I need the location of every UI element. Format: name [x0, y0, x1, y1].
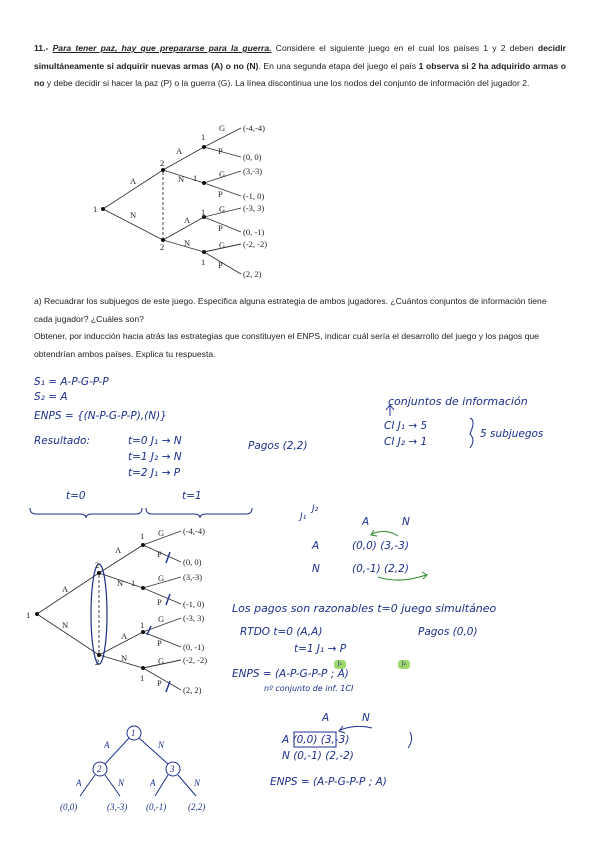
note-t1-label: t=1 [182, 490, 202, 502]
tree-action-N-3: N [184, 238, 191, 248]
tree-action-N-2: N [178, 174, 185, 184]
tree2-player-1-n2: 1 [131, 578, 136, 588]
small-tree-node-3: 3 [170, 764, 175, 774]
tree2-payoff-3: (3,-3) [183, 572, 203, 582]
tree2-action-P-1: P [157, 549, 162, 559]
note-conjunto: nº conjunto de inf. 1CI [264, 684, 354, 693]
question-b: Obtener, por inducción hacia atrás las estrategias que constituyen el ENPS, indicar cuál sería el desarrollo del juego y los pagos que obtendrían ambos países. Explica tu respuesta. [34, 331, 539, 359]
note-s1: S₁ = A-P-G-P-P [34, 376, 109, 388]
note-subjuegos: 5 subjuegos [480, 428, 544, 440]
tree-player-1-n2: 1 [193, 173, 198, 183]
tree2-payoff-8: (2, 2) [183, 685, 202, 695]
tree-payoff-7: (-2, -2) [243, 239, 268, 249]
tree2-action-A-1: A [62, 584, 69, 594]
note-ci-2: CI J₂ → 1 [384, 436, 428, 448]
note-matrix2-col-A: A [322, 712, 330, 724]
note-matrix2-row-2: N (0,-1) (2,-2) [282, 750, 354, 762]
small-tree-A-2: A [76, 778, 82, 788]
note-matrix-row-2: (0,-1) (2,2) [352, 563, 409, 575]
small-tree-node-2: 2 [97, 764, 102, 774]
note-matrix-col-N: N [402, 516, 410, 528]
tree2-action-G-1: G [158, 528, 165, 538]
tree2-payoff-2: (0, 0) [183, 557, 202, 567]
tree-action-P-3: P [218, 223, 223, 233]
small-tree-payoff-3: (0,-1) [146, 802, 167, 812]
question-a: a) Recuadrar los subjuegos de este juego. Especifica alguna estrategia de ambos jugadores. ¿Cuántos conjuntos de información tiene cada jugador? ¿Cuáles son? [34, 296, 547, 324]
problem-bold-2: 1 observa si 2 ha adquirido armas o no [34, 60, 566, 88]
note-enps-2: ENPS = (A-P-G-P-P ; A) [232, 668, 349, 680]
note-r2: t=2 J₁ → P [128, 467, 181, 479]
tree2-action-N-1: N [62, 620, 69, 630]
note-matrix2-row-1: A (0,0) (3,-3) [282, 734, 350, 746]
note-matrix-j1: J₁ [300, 512, 307, 522]
small-tree-payoff-4: (2,2) [188, 802, 206, 812]
problem-bold-1: decidir simultáneamente si adquirir nuevas armas (A) o no (N) [34, 43, 567, 71]
note-enps-1: ENPS = {(N-P-G-P-P),(N)} [34, 410, 167, 422]
note-ci-1: CI J₁ → 5 [384, 420, 428, 432]
note-resultado: Resultado: [34, 435, 90, 447]
small-tree-payoff-2: (3,-3) [107, 802, 128, 812]
tree2-action-A-2: A [115, 545, 122, 555]
note-t1-p: t=1 J₁ → P [294, 643, 347, 655]
tree-action-P-1: P [218, 146, 223, 156]
note-r0: t=0 J₁ → N [128, 435, 182, 447]
tree-payoff-5: (-3, 3) [243, 203, 265, 213]
tree2-player-1-n4: 1 [140, 673, 145, 683]
small-tree-node-1: 1 [131, 728, 136, 738]
tree2-payoff-7: (-2, -2) [183, 655, 208, 665]
note-matrix-j2: J₂ [312, 504, 319, 514]
tree-action-G-4: G [219, 240, 226, 250]
tree2-player-1-root: 1 [26, 610, 31, 620]
tree-payoff-2: (0, 0) [243, 152, 262, 162]
problem-text-2: . En una segunda etapa del juego el país [258, 60, 419, 71]
note-conjuntos-title: conjuntos de información [388, 395, 528, 408]
tree2-action-G-4: G [158, 656, 165, 666]
note-pagos-2: Pagos (0,0) [418, 626, 478, 638]
note-rtdo: RTDO t=0 (A,A) [240, 626, 323, 638]
note-r1: t=1 J₂ → N [128, 451, 182, 463]
small-tree-N-2: N [118, 778, 125, 788]
problem-title: Para tener paz, hay que prepararse para la guerra. [52, 43, 272, 53]
tree2-action-P-2: P [157, 597, 162, 607]
tree2-player-2-bottom: 2 [95, 657, 100, 667]
tree-action-G-3: G [219, 204, 226, 214]
tree2-action-N-3: N [121, 653, 128, 663]
note-matrix-row-1: (0,0) (3,-3) [352, 540, 409, 552]
tree-payoff-4: (-1, 0) [243, 191, 265, 201]
tree-player-1-root: 1 [93, 204, 98, 214]
problem-number: 11.- [34, 43, 49, 53]
tree-payoff-8: (2, 2) [243, 269, 262, 279]
note-pagos: Pagos (2,2) [248, 440, 308, 452]
note-s2: S₂ = A [34, 391, 68, 403]
tree2-action-G-2: G [158, 573, 165, 583]
tree2-payoff-4: (-1, 0) [183, 599, 205, 609]
tree-payoff-1: (-4,-4) [243, 123, 265, 133]
tree2-action-N-2: N [117, 578, 124, 588]
note-highlight-j2: J₂ [398, 660, 410, 669]
small-tree-N-3: N [194, 778, 201, 788]
tree-action-P-2: P [218, 189, 223, 199]
tree2-payoff-6: (0, -1) [183, 642, 205, 652]
tree-action-A-2: A [176, 146, 183, 156]
tree-player-2-bottom: 2 [160, 242, 165, 252]
tree-payoff-3: (3,-3) [243, 166, 263, 176]
tree-action-P-4: P [218, 260, 223, 270]
small-tree-N-1: N [158, 740, 165, 750]
problem-text-1: Considere el siguiente juego en el cual los países 1 y 2 deben [271, 43, 538, 53]
note-matrix-row-N: N [312, 563, 320, 575]
tree2-player-2-top: 2 [95, 560, 100, 570]
tree2-player-1-n3: 1 [140, 620, 145, 630]
tree2-payoff-1: (-4,-4) [183, 526, 205, 536]
tree2-action-P-4: P [157, 678, 162, 688]
tree-player-1-n4: 1 [201, 257, 206, 267]
note-matrix-col-A: A [362, 516, 370, 528]
note-matrix-row-A: A [312, 540, 320, 552]
tree-action-N-1: N [130, 210, 137, 220]
tree-action-G-2: G [219, 169, 226, 179]
small-tree-A-3: A [150, 778, 156, 788]
tree-player-1-n3: 1 [201, 207, 206, 217]
tree2-action-P-3: P [157, 638, 162, 648]
note-highlight-j1: J₁ [334, 660, 346, 669]
tree-player-1-n1: 1 [201, 132, 206, 142]
problem-text-3: y debe decidir si hacer la paz (P) o la guerra (G). La línea discontinua une los nodos del conjunto de información del jugador 2. [44, 78, 530, 88]
tree2-action-A-3: A [121, 631, 128, 641]
note-t0-label: t=0 [66, 490, 86, 502]
tree2-payoff-5: (-3, 3) [183, 613, 205, 623]
tree-action-A-1: A [130, 176, 137, 186]
tree2-action-G-3: G [158, 614, 165, 624]
tree-payoff-6: (0, -1) [243, 227, 265, 237]
tree-action-A-3: A [184, 215, 191, 225]
note-matrix2-col-N: N [362, 712, 370, 724]
tree-player-2-top: 2 [160, 158, 165, 168]
tree-action-G-1: G [219, 123, 226, 133]
small-tree-A-1: A [104, 740, 110, 750]
tree2-player-1-n1: 1 [140, 531, 145, 541]
note-enps-3: ENPS = (A-P-G-P-P ; A) [270, 776, 387, 788]
small-tree-payoff-1: (0,0) [60, 802, 78, 812]
note-razonables: Los pagos son razonables t=0 juego simultáneo [232, 602, 497, 615]
